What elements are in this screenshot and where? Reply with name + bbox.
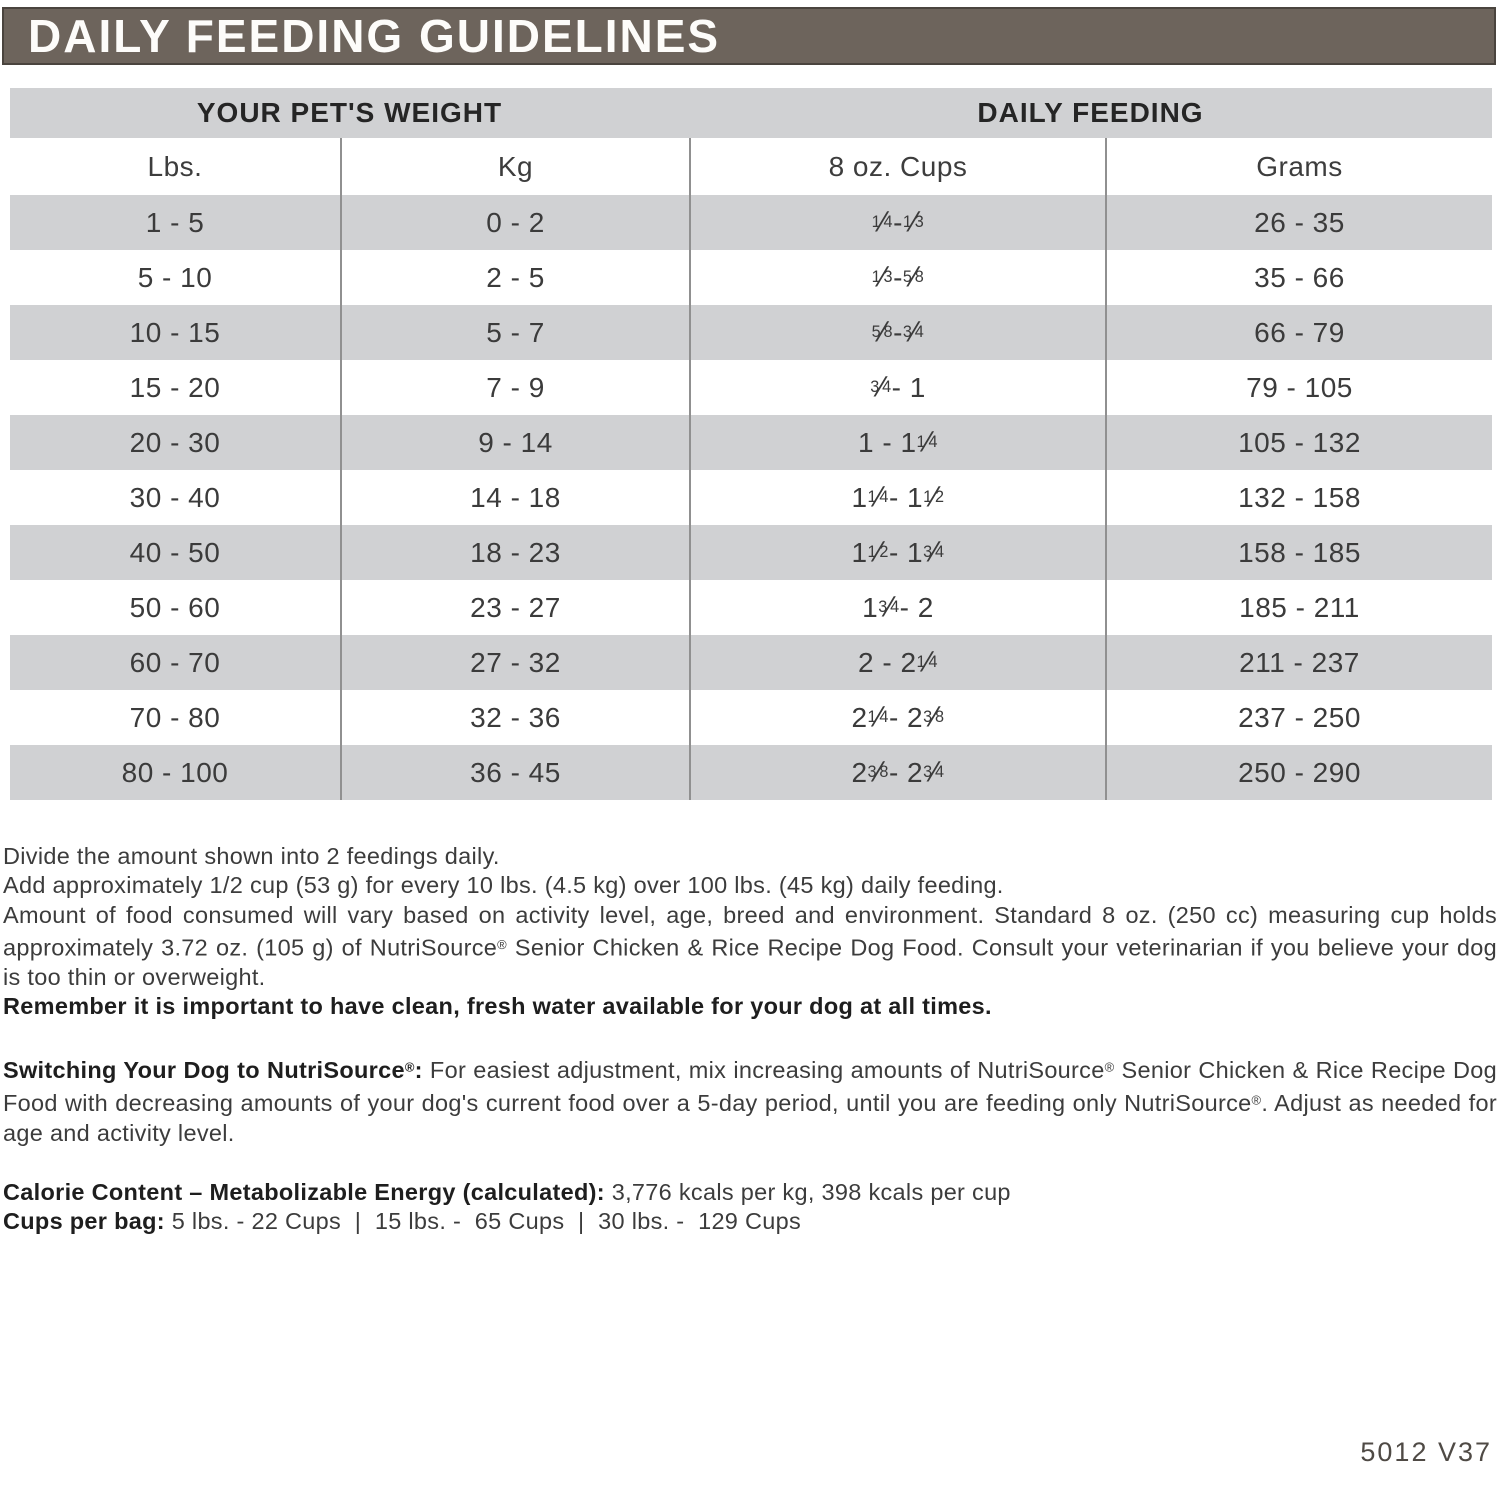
cell-grams: 35 - 66 (1105, 250, 1492, 305)
column-header-cups: 8 oz. Cups (689, 138, 1105, 195)
cell-grams: 132 - 158 (1105, 470, 1492, 525)
cell-kg: 27 - 32 (340, 635, 689, 690)
cell-grams: 66 - 79 (1105, 305, 1492, 360)
calorie-content-line (3, 1178, 1497, 1207)
table-body (10, 195, 1492, 800)
feeding-notes (0, 842, 1500, 1022)
cell-lbs: 40 - 50 (129, 536, 221, 568)
switching-paragraph (0, 1053, 1500, 1148)
note-amount-varies: Amount of food consumed will vary based on activity level, age, breed and environment. Standard 8 oz. (250 cc) measuring cup holds approximately 3.72 oz. (105 g) of NutriSource® Senior Chicken & Rice Recipe Dog Food. Consult your veterinarian if you believe your dog is too thin or overweight. (3, 901, 1497, 991)
cell-lbs: 50 - 60 (129, 591, 221, 623)
note-divide-feedings: Divide the amount shown into 2 feedings daily. (3, 843, 500, 869)
table-row (10, 635, 1492, 690)
cell-lbs: 15 - 20 (129, 371, 221, 403)
cell-kg: 5 - 7 (340, 305, 689, 360)
column-header-lbs: Lbs. (147, 150, 203, 182)
cell-cups: 1 - 1 1 ⁄ 4 (689, 415, 1105, 470)
table-row (10, 250, 1492, 305)
cell-cups: 1 ⁄ 3 - 5 ⁄ 8 (689, 250, 1105, 305)
cell-lbs: 1 - 5 (145, 206, 205, 238)
cell-grams: 105 - 132 (1105, 415, 1492, 470)
cell-kg: 23 - 27 (340, 580, 689, 635)
table-row (10, 305, 1492, 360)
banner (2, 7, 1496, 65)
cell-cups: 5 ⁄ 8 - 3 ⁄ 4 (689, 305, 1105, 360)
group-header-daily-feeding: DAILY FEEDING (689, 88, 1492, 138)
cell-cups: 2 3 ⁄ 8 - 2 3 ⁄ 4 (689, 745, 1105, 800)
table-row (10, 360, 1492, 415)
cell-cups: 1 1 ⁄ 4 - 1 1 ⁄ 2 (689, 470, 1105, 525)
cell-lbs: 80 - 100 (121, 756, 229, 788)
table-group-header-row (10, 88, 1492, 138)
switching-text: For easiest adjustment, mix increasing amounts of NutriSource® Senior Chicken & Rice Recipe Dog Food with decreasing amounts of your dog's current food over a 5-day period, until you are feeding only NutriSource®. Adjust as needed for age and activity level. (3, 1057, 1497, 1146)
cell-kg: 14 - 18 (340, 470, 689, 525)
product-code: 5012 V37 (1360, 1437, 1492, 1467)
cell-kg: 2 - 5 (340, 250, 689, 305)
column-header-kg: Kg (340, 138, 689, 195)
table-row (10, 195, 1492, 250)
group-header-pet-weight: YOUR PET'S WEIGHT (10, 88, 689, 138)
table-column-header-row (10, 138, 1492, 195)
cell-cups: 1 ⁄ 4 - 1 ⁄ 3 (689, 195, 1105, 250)
cell-cups: 2 1 ⁄ 4 - 2 3 ⁄ 8 (689, 690, 1105, 745)
calorie-content-value: 3,776 kcals per kg, 398 kcals per cup (604, 1179, 1011, 1206)
table-row (10, 525, 1492, 580)
cups-per-bag-line (3, 1207, 1497, 1236)
cell-lbs: 10 - 15 (129, 316, 221, 348)
cell-lbs: 20 - 30 (129, 426, 221, 458)
table-row (10, 690, 1492, 745)
cell-grams: 211 - 237 (1105, 635, 1492, 690)
calorie-content-block (0, 1178, 1500, 1237)
page-title: DAILY FEEDING GUIDELINES (28, 10, 721, 62)
feeding-table (10, 88, 1492, 800)
cell-lbs: 60 - 70 (129, 646, 221, 678)
cell-cups: 3 ⁄ 4 - 1 (689, 360, 1105, 415)
cell-kg: 7 - 9 (340, 360, 689, 415)
note-fresh-water: Remember it is important to have clean, fresh water available for your dog at all times. (3, 993, 992, 1020)
cell-cups: 1 1 ⁄ 2 - 1 3 ⁄ 4 (689, 525, 1105, 580)
cell-grams: 158 - 185 (1105, 525, 1492, 580)
table-row (10, 470, 1492, 525)
cell-grams: 250 - 290 (1105, 745, 1492, 800)
table-row (10, 415, 1492, 470)
cell-kg: 0 - 2 (340, 195, 689, 250)
table-row (10, 580, 1492, 635)
cell-grams: 185 - 211 (1105, 580, 1492, 635)
cups-per-bag-label: Cups per bag: (3, 1208, 165, 1235)
cell-lbs: 30 - 40 (129, 481, 221, 513)
switching-label: Switching Your Dog to NutriSource®: (3, 1057, 423, 1084)
table-row (10, 745, 1492, 800)
cups-per-bag-value: 5 lbs. - 22 Cups | 15 lbs. - 65 Cups | 30 lbs. - 129 Cups (164, 1208, 802, 1235)
cell-lbs: 70 - 80 (129, 701, 221, 733)
cell-cups: 2 - 2 1 ⁄ 4 (689, 635, 1105, 690)
column-header-grams: Grams (1105, 138, 1492, 195)
cell-lbs: 5 - 10 (137, 261, 213, 293)
calorie-content-label: Calorie Content – Metabolizable Energy (calculated): (3, 1179, 605, 1206)
cell-kg: 9 - 14 (340, 415, 689, 470)
note-add-amount: Add approximately 1/2 cup (53 g) for every 10 lbs. (4.5 kg) over 100 lbs. (45 kg) daily feeding. (3, 872, 1004, 899)
cell-kg: 18 - 23 (340, 525, 689, 580)
cell-kg: 32 - 36 (340, 690, 689, 745)
cell-kg: 36 - 45 (340, 745, 689, 800)
cell-cups: 1 3 ⁄ 4 - 2 (689, 580, 1105, 635)
cell-grams: 79 - 105 (1105, 360, 1492, 415)
cell-grams: 237 - 250 (1105, 690, 1492, 745)
cell-grams: 26 - 35 (1105, 195, 1492, 250)
